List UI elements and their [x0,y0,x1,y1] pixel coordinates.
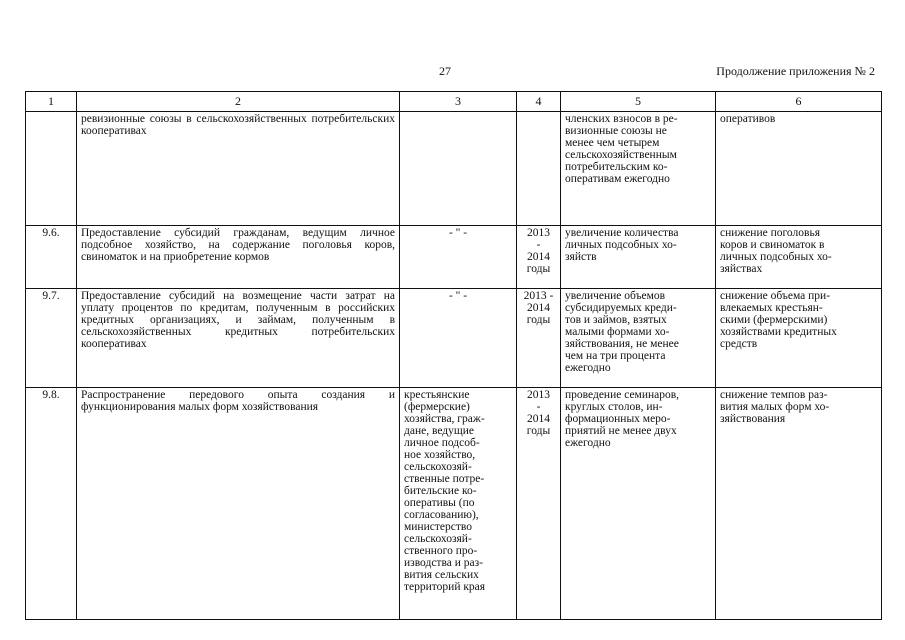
column-header-2: 2 [77,92,400,112]
executor-text: крестьянские (фермерские) хозяйства, граж- дане, ведущие личное подсоб- ное хозяйство, сельскохозяй- ственные потре- бительские ко- оперативы (по согласованию), министерство сельскохозяй- ственного про- изводства и раз- вития сельских территорий края [400,388,517,620]
result-text: снижение объема при- влекаемых крестьян- скими (фермерскими) хозяйствами кредитных средств [716,289,882,388]
table-header-row [26,92,882,112]
period-text: 2013 - 2014 годы [517,289,561,388]
column-header-3: 3 [400,92,517,112]
table-row [26,112,882,226]
result-text: оперативов [716,112,882,226]
measures-table [25,91,882,620]
table-row [26,289,882,388]
annex-continuation-note: Продолжение приложения № 2 [716,64,875,78]
measure-text: Предоставление субсидий гражданам, ведущим личное подсобное хозяйство, на содержание поголовья коров, свиноматок и на приобретение кормов [77,226,400,289]
period-text [517,112,561,226]
indicator-text: увеличение количества личных подсобных хо- зяйств [561,226,716,289]
measure-text: Предоставление субсидий на возмещение части затрат на уплату процентов по кредитам, полученным в российских кредитных организациях, и займам, полученным в сельскохозяйственных кредитных потребительских кооперативах [77,289,400,388]
indicator-text: увеличение объемов субсидируемых креди- тов и займов, взятых малыми формами хо- зяйствования, не менее чем на три процента ежегодно [561,289,716,388]
measure-text: Распространение передового опыта создания и функционирования малых форм хозяйствования [77,388,400,620]
table-row [26,388,882,620]
indicator-text: членских взносов в ре- визионные союзы не менее чем четырем сельскохозяйственным потребительским ко- оперативам ежегодно [561,112,716,226]
executor-text: - " - [400,289,517,388]
result-text: снижение поголовья коров и свиноматок в личных подсобных хо- зяйствах [716,226,882,289]
row-number: 9.8. [26,388,77,620]
period-text: 2013 - 2014 годы [517,226,561,289]
executor-text [400,112,517,226]
indicator-text: проведение семинаров, круглых столов, ин- формационных меро- приятий не менее двух ежегодно [561,388,716,620]
result-text: снижение темпов раз- вития малых форм хо- зяйствования [716,388,882,620]
column-header-1: 1 [26,92,77,112]
table-row [26,226,882,289]
executor-text: - " - [400,226,517,289]
column-header-6: 6 [716,92,882,112]
page-number: 27 [439,64,451,78]
row-number: 9.6. [26,226,77,289]
measure-text: ревизионные союзы в сельскохозяйственных потребительских кооперативах [77,112,400,226]
column-header-5: 5 [561,92,716,112]
row-number: 9.7. [26,289,77,388]
row-number [26,112,77,226]
column-header-4: 4 [517,92,561,112]
period-text: 2013 - 2014 годы [517,388,561,620]
